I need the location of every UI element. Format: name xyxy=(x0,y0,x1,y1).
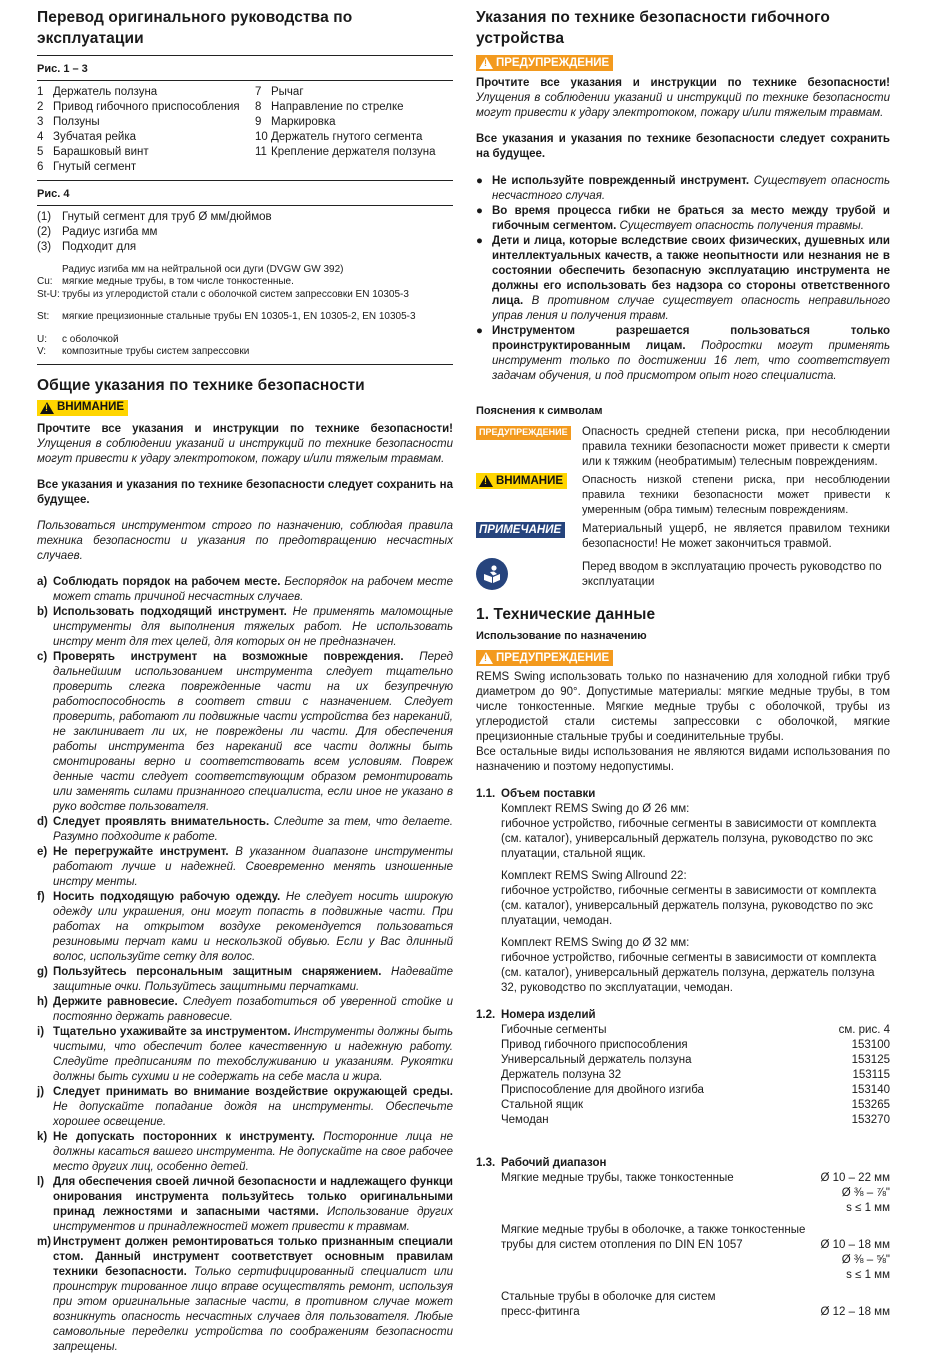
part-number: 7 xyxy=(255,86,262,98)
safety-rule-letter: g) xyxy=(37,965,48,978)
fig4-label: Подходит для xyxy=(62,241,137,253)
symbols-legend xyxy=(476,425,890,590)
article-row xyxy=(501,1083,890,1098)
range-value: s ≤ 1 мм xyxy=(846,1269,890,1281)
article-row xyxy=(501,1038,890,1053)
safety-rule-letter: a) xyxy=(37,575,48,588)
caution-symbol-text: Опасность низкой степени риска, при несоблюдении правила техники безопасности может привести к умеренным (обра тимым) телесным повреждениям. xyxy=(582,474,890,516)
article-number: 153140 xyxy=(851,1084,890,1096)
part-number: 11 xyxy=(255,146,267,158)
delivery-set-title: Комплект REMS Swing до Ø 26 мм: xyxy=(501,803,690,815)
safety-rule-text: Проверять инструмент на возможные повреждения. Перед дальнейшим использованием инструмента следует тщательно проверить слегка поврежденные части на их безупречную работоспособность в соответ ствии с назначением. Следует проверить, работают ли подвижные части устройства без нареканий, не заклинивает ли их, не повреждены ли части. Для обеспечения работы инструмента без нареканий все части должны быть смонтированы верно и соответствовать всем условиям. Повреж денные части следует соответствующим образом ремонтировать или заменять силами признанного специалиста, если иное не указано в руко водстве пользователя. xyxy=(53,650,453,813)
article-name: Стальной ящик xyxy=(501,1099,584,1111)
warning-triangle-icon xyxy=(40,402,54,414)
safety-rule-letter: b) xyxy=(37,605,48,618)
fig4-item xyxy=(37,240,453,255)
abbreviation-value: с оболочкой xyxy=(62,333,119,345)
part-item xyxy=(255,130,453,145)
bender-safety-title: Указания по технике безопасности гибочного устройства xyxy=(476,9,830,47)
article-name: Гибочные сегменты xyxy=(501,1024,607,1036)
fig4-label: Гнутый сегмент для труб Ø мм/дюймов xyxy=(62,211,272,223)
part-number: 1 xyxy=(37,86,44,98)
fig4-item xyxy=(37,210,453,225)
range-row: Мягкие медные трубы в оболочке, а также тонкостенные трубы для систем отопления по DIN EN 1057 Ø 10 – 18 мм Ø ⅜ – ⅝" s ≤ 1 мм xyxy=(501,1224,890,1281)
safety-rule-text: Не перегружайте инструмент. В указанном диапазоне инструменты работают лучше и надежней. Своевременно менять изношенные инстру менты. xyxy=(53,845,453,888)
abbreviation-key: U: xyxy=(37,333,47,345)
part-item xyxy=(37,160,255,175)
abbreviation-item xyxy=(37,289,453,302)
part-label: Зубчатая рейка xyxy=(53,131,137,143)
safety-rule xyxy=(37,965,453,995)
part-item xyxy=(255,85,453,100)
warning-triangle-icon xyxy=(479,475,493,487)
safety-rule xyxy=(37,1235,453,1355)
part-number: 6 xyxy=(37,161,44,173)
warning-triangle-icon xyxy=(479,652,493,664)
fig4-label: Радиус изгиба мм xyxy=(62,226,158,238)
doc-title: Перевод оригинального руководства по эксплуатации xyxy=(37,9,353,47)
part-label: Гнутый сегмент xyxy=(53,161,137,173)
read-manual-text: Перед вводом в эксплуатацию прочесть руководство по эксплуатации xyxy=(582,561,882,588)
range-value: Ø ⅜ – ⅝" xyxy=(841,1254,890,1266)
part-number: 5 xyxy=(37,146,44,158)
left-column xyxy=(37,4,453,1355)
safety-rule xyxy=(37,890,453,965)
delivery-set xyxy=(501,802,890,862)
abbreviation-item xyxy=(37,276,453,289)
safety-rule-text: Для обеспечения своей личной безопасности и надлежащего функци онирования инструмента пользуйтесь только оригинальными принад лежностями и запасными частями. Использование других инструментов и принадлежностей может привести к травмам. xyxy=(53,1175,454,1233)
safety-rule xyxy=(37,1025,453,1085)
fig4-number: (3) xyxy=(37,241,52,253)
bender-safety-bullets xyxy=(476,174,890,384)
warning-triangle-icon xyxy=(479,57,493,69)
safety-rule-letter: h) xyxy=(37,995,48,1008)
article-row xyxy=(501,1023,890,1038)
safety-rule-text: Тщательно ухаживайте за инструментом. Инструменты должны быть чистыми, что обеспечит более качественную и надежную работу. Следуйте предписаниям по техобслуживанию и указаниям. Рукоятки должны быть сухими и не содержать на себе масла и жира. xyxy=(53,1025,453,1083)
safety-rule xyxy=(37,575,453,605)
safety-rule-letter: m) xyxy=(37,1235,52,1248)
note-symbol-text: Материальный ущерб, не является правилом техники безопасности! Не может закончиться травмой. xyxy=(582,523,890,550)
part-label: Рычаг xyxy=(271,86,304,98)
bender-keep-note: Все указания и указания по технике безопасности следует сохранить на будущее. xyxy=(476,133,890,160)
delivery-set xyxy=(501,936,890,996)
bender-safety-text: Во время процесса гибки не браться за место между трубой и гибочным сегментом. Существует опасность получения травмы. xyxy=(492,205,890,232)
bullet-icon: ● xyxy=(476,205,483,217)
safety-rule-text: Следует принимать во внимание воздействие окружающей среды. Не допускайте попадание дождя на инструменты. Обеспечьте хорошее освещение. xyxy=(53,1085,453,1128)
range-value: Ø 10 – 22 мм xyxy=(820,1172,890,1184)
abbreviation-item xyxy=(37,311,453,324)
range-value: Ø 10 – 18 мм xyxy=(820,1239,890,1251)
article-name: Универсальный держатель ползуна xyxy=(501,1054,692,1066)
part-label: Держатель гнутого сегмента xyxy=(271,131,423,143)
article-row xyxy=(501,1053,890,1068)
part-item xyxy=(37,100,255,115)
abbreviation-value: мягкие медные трубы, в том числе тонкостенные. xyxy=(62,276,294,287)
non-intended-use-text: Все остальные виды использования не являются видами использования по назначению и поэтому недопустимы. xyxy=(476,746,890,773)
fig4-note: Радиус изгиба мм на нейтральной оси дуги (DVGW GW 392) xyxy=(62,264,344,275)
warning-badge-tech: ! ПРЕДУПРЕЖДЕНИЕ xyxy=(476,650,613,666)
range-row: Мягкие медные трубы, также тонкостенные Ø 10 – 22 мм Ø ⅜ – ⅞" s ≤ 1 мм xyxy=(501,1172,890,1214)
article-number: 153265 xyxy=(851,1099,890,1111)
abbreviation-key: St-U: xyxy=(37,288,60,300)
intended-use-text: REMS Swing использовать только по назначению для холодной гибки труб диаметром до 90°. Допустимые материалы: мягкие медные трубы, в том числе тонкостенные. Мягкие медные трубы с оболочкой, трубы из углеродистой стали системы запрессовки с оболочкой, мягкие прецизионные стальные трубы и соединительные трубы. xyxy=(476,671,890,743)
safety-rule-text: Держите равновесие. Следует позаботиться об уверенной стойке и постоянно держать равновесие. xyxy=(53,995,453,1023)
part-label: Крепление держателя ползуна xyxy=(271,146,436,158)
abbreviation-key: Cu: xyxy=(37,276,53,287)
safety-rule-letter: k) xyxy=(37,1130,48,1143)
section-working-range: 1.3. Рабочий диапазон Мягкие медные трубы, также тонкостенные Ø 10 – 22 мм Ø ⅜ – ⅞" s ≤ 1 мм Мягкие медные трубы в оболочке, а также тонкостенные трубы для систем отопления по DIN EN 1057 Ø 10 – 18 мм Ø ⅜ – ⅝" s ≤ 1 мм Стальные трубы в оболочке для систем пресс-фитинга Ø 12 – 18 мм xyxy=(476,1157,890,1318)
warning-symbol: ПРЕДУПРЕЖДЕНИЕ xyxy=(476,426,571,440)
abbreviation-key: St: xyxy=(37,311,50,322)
bullet-icon: ● xyxy=(476,175,483,187)
safety-usage-note: Пользоваться инструментом строго по назначению, соблюдая правила техника безопасности и указания по предотвращению несчастных случаев. xyxy=(37,519,453,562)
part-label: Направление по стрелке xyxy=(271,101,404,113)
bender-safety-item xyxy=(476,324,890,384)
part-number: 4 xyxy=(37,131,44,143)
bender-safety-item xyxy=(476,234,890,324)
fig4-number: (2) xyxy=(37,226,52,238)
delivery-set xyxy=(501,869,890,929)
part-item xyxy=(255,145,453,160)
delivery-set-contents: гибочное устройство, гибочные сегменты в зависимости от комплекта (см. каталог), универсальный держатель ползуна, руководство по экс плуатации, стальной ящик. xyxy=(501,818,877,860)
safety-rule-text: Не допускать посторонних к инструменту. Посторонние лица не должны касаться вашего инструмента. Не допускайте на свое рабочее место других лиц, особенно детей. xyxy=(53,1130,454,1173)
part-number: 3 xyxy=(37,116,44,128)
abbreviation-item xyxy=(37,334,453,347)
safety-rule-letter: f) xyxy=(37,890,45,903)
part-item xyxy=(37,145,255,160)
bullet-icon: ● xyxy=(476,325,483,337)
article-name: Чемодан xyxy=(501,1114,549,1126)
read-manual-icon xyxy=(476,558,508,590)
part-number: 9 xyxy=(255,116,262,128)
article-number: 153270 xyxy=(851,1114,890,1126)
general-safety-title: Общие указания по технике безопасности xyxy=(37,376,365,394)
part-item xyxy=(255,100,453,115)
range-row: Стальные трубы в оболочке для систем пресс-фитинга Ø 12 – 18 мм xyxy=(501,1291,890,1318)
part-number: 8 xyxy=(255,101,262,113)
safety-rule-letter: j) xyxy=(37,1085,45,1098)
part-label: Держатель ползуна xyxy=(53,86,158,98)
delivery-set-contents: гибочное устройство, гибочные сегменты в зависимости от комплекта (см. каталог), универсальный держатель ползуна, держатель ползуна 32, руководство по эксплуатации, чемодан. xyxy=(501,952,877,994)
article-row xyxy=(501,1098,890,1113)
fig13-parts-list xyxy=(37,81,453,175)
part-item xyxy=(37,115,255,130)
safety-rule-text: Использовать подходящий инструмент. Не применять маломощные инструменты для выполнения тяжелых работ. Не использовать инстру мент для тех целей, для которых он не предназначен. xyxy=(53,605,453,648)
safety-rule-letter: e) xyxy=(37,845,48,858)
article-name: Привод гибочного приспособления xyxy=(501,1039,688,1051)
safety-rule xyxy=(37,1175,453,1235)
range-value: s ≤ 1 мм xyxy=(846,1202,890,1214)
fig4-item xyxy=(37,225,453,240)
caution-badge: ! ВНИМАНИЕ xyxy=(37,400,128,416)
note-symbol: ПРИМЕЧАНИЕ xyxy=(476,522,565,538)
fig4-number: (1) xyxy=(37,211,52,223)
delivery-set-title: Комплект REMS Swing до Ø 32 мм: xyxy=(501,937,690,949)
abbreviation-value: мягкие прецизионные стальные трубы EN 10305-1, EN 10305-2, EN 10305-3 xyxy=(62,311,416,322)
safety-rule xyxy=(37,1130,453,1175)
safety-rule-text: Пользуйтесь персональным защитным снаряжением. Надевайте защитные очки. Пользуйтесь защитными перчатками. xyxy=(53,965,453,993)
article-number: 153100 xyxy=(851,1039,890,1051)
part-number: 2 xyxy=(37,101,44,113)
safety-rule xyxy=(37,815,453,845)
bender-safety-item xyxy=(476,204,890,234)
article-row xyxy=(501,1068,890,1083)
safety-rule-text: Инструмент должен ремонтироваться только признанным специали стом. Данный инструмент соответствует основным правилам техники безопасности. Только сертифицированный специалист или проинструк тированное лицо вправе осуществлять ремонт, используя при этом оригинальные запасные части, в противном случае может возникнуть опасность несчастных случаев для пользователя. Любые самовольные переделки устройства по соображениям безопасности запрещены. xyxy=(53,1235,453,1353)
right-column xyxy=(476,4,890,1320)
safety-rule xyxy=(37,845,453,890)
safety-rule-letter: d) xyxy=(37,815,48,828)
warning-symbol-text: Опасность средней степени риска, при несоблюдении правила техники безопасности может привести к смерти или к тяжким (необратимым) телесным повреждениям. xyxy=(582,426,890,468)
section-delivery: 1.1. Объем поставки Комплект REMS Swing до Ø 26 мм: гибочное устройство, гибочные сегменты в зависимости от комплекта (см. каталог), универсальный держатель ползуна, руководство по экс плуатации, стальной ящик. Комплект REMS Swing Allround 22: гибочное устройство, гибочные сегменты в зависимости от комплекта (см. каталог), универсальный держатель ползуна, руководство по экс плуатации, чемодан. Комплект REMS Swing до Ø 32 мм: гибочное устройство, гибочные сегменты в зависимости от комплекта (см. каталог), универсальный держатель ползуна, держатель ползуна 32, руководство по эксплуатации, чемодан. xyxy=(476,787,890,996)
range-value: Ø ⅜ – ⅞" xyxy=(841,1187,890,1199)
part-label: Ползуны xyxy=(53,116,100,128)
fig4-heading: Рис. 4 xyxy=(37,188,70,200)
caution-symbol: ! ВНИМАНИЕ xyxy=(476,473,567,489)
part-number: 10 xyxy=(255,131,268,143)
part-item xyxy=(37,130,255,145)
part-label: Маркировка xyxy=(271,116,336,128)
part-item xyxy=(255,115,453,130)
safety-rule-letter: c) xyxy=(37,650,48,663)
intended-use-heading: Использование по назначению xyxy=(476,630,647,642)
article-name: Приспособление для двойного изгиба xyxy=(501,1084,704,1096)
safety-rule xyxy=(37,605,453,650)
safety-rule xyxy=(37,995,453,1025)
bender-safety-item xyxy=(476,174,890,204)
safety-rule-text: Следует проявлять внимательность. Следите за тем, что делаете. Разумно подходите к работе. xyxy=(53,815,453,843)
abbreviation-item xyxy=(37,346,453,359)
safety-rules-list xyxy=(37,575,453,1355)
article-number: 153115 xyxy=(852,1069,890,1081)
safety-keep-note: Все указания и указания по технике безопасности следует сохранить на будущее. xyxy=(37,478,453,506)
safety-rule-text: Носить подходящую рабочую одежду. Не следует носить широкую одежду или украшения, они могут попасть в подвижные части. При работах на открытом воздухе рекомендуется пользоваться резиновыми перчат ками и нескользкой обувью. Если у Вас длинный волос, используйте сетку для волос. xyxy=(53,890,453,963)
abbreviation-value: трубы из углеродистой стали с оболочкой систем запрессовки EN 10305-3 xyxy=(62,288,409,300)
safety-rule-letter: l) xyxy=(37,1175,45,1188)
safety-rule-letter: i) xyxy=(37,1025,45,1038)
part-label: Барашковый винт xyxy=(53,146,149,158)
abbreviation-key: V: xyxy=(37,346,47,357)
safety-rule-text: Соблюдать порядок на рабочем месте. Беспорядок на рабочем месте может стать причиной несчастных случаев. xyxy=(53,575,453,603)
bender-safety-text: Не используйте поврежденный инструмент. Существует опасность несчастного случая. xyxy=(492,175,890,202)
part-label: Привод гибочного приспособления xyxy=(53,101,240,113)
delivery-set-contents: гибочное устройство, гибочные сегменты в зависимости от комплекта (см. каталог), универсальный держатель ползуна, руководство по экс плуатации, чемодан. xyxy=(501,885,877,927)
fig13-heading: Рис. 1 – 3 xyxy=(37,63,88,75)
article-name: Держатель ползуна 32 xyxy=(501,1069,622,1081)
article-number: см. рис. 4 xyxy=(838,1024,890,1036)
part-item xyxy=(37,85,255,100)
tech-data-title: 1. Технические данные xyxy=(476,606,656,623)
safety-intro: Прочтите все указания и инструкции по технике безопасности! Улущения в соблюдении указаний и инструкций по технике безопасности могут привести к удару электротоком, пожару и/или тяжелым травмам. xyxy=(37,422,453,465)
delivery-set-title: Комплект REMS Swing Allround 22: xyxy=(501,870,687,882)
bender-safety-text: Дети и лица, которые вследствие своих физических, душевных или интеллектуальных качеств, а также неопытности или незнания не в состоянии обеспечить безопасную эксплуатацию инструмента не должны его использовать без надзора со стороны ответственного лица. В противном случае существует опасность неправильного управ ления и получения травм. xyxy=(492,235,890,322)
safety-rule xyxy=(37,1085,453,1130)
article-row xyxy=(501,1113,890,1128)
bender-safety-text: Инструментом разрешается пользоваться только проинструктированным лицам. Подростки могут применять инструмент только по достижении 16 лет, что соответствует задачам обучения, и под присмотром опыт ного специалиста. xyxy=(492,325,890,382)
bullet-icon: ● xyxy=(476,235,483,247)
article-number: 153125 xyxy=(851,1054,890,1066)
symbols-heading: Пояснения к символам xyxy=(476,405,603,417)
safety-rule xyxy=(37,650,453,815)
abbreviation-value: композитные трубы систем запрессовки xyxy=(62,346,250,357)
fig4-legend xyxy=(37,206,453,359)
section-article-numbers: 1.2. Номера изделий Гибочные сегменты см. рис. 4 Привод гибочного приспособления 153100 Универсальный держатель ползуна 153125 Держатель ползуна 32 153115 Приспособление для двойного изгиба 153140 Стальной ящик 153265 Чемодан 153270 xyxy=(476,1009,890,1126)
bender-safety-intro: Прочтите все указания и инструкции по технике безопасности! Улущения в соблюдении указаний и инструкций по технике безопасности могут привести к удару электротоком, пожару и/или тяжелым травмам. xyxy=(476,77,890,119)
warning-badge: ! ПРЕДУПРЕЖДЕНИЕ xyxy=(476,55,613,71)
